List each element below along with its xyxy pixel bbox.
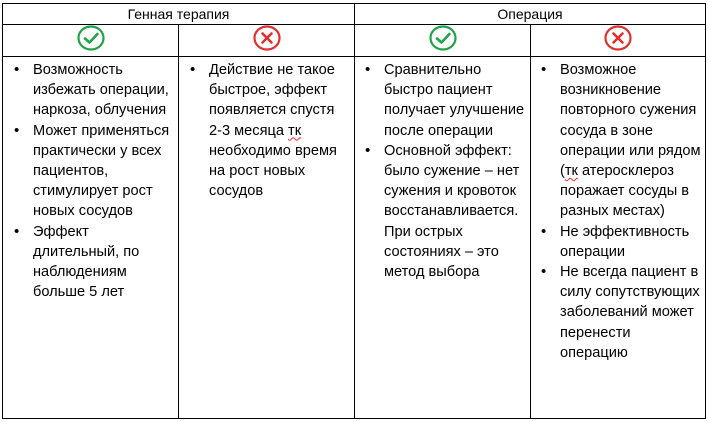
op-cons-icon-cell bbox=[531, 25, 706, 57]
text-segment: необходимо время на рост новых сосудов bbox=[209, 142, 337, 200]
list-item: • Возможность избежать операции, наркоза, облучения bbox=[33, 60, 174, 121]
gene-pros-cell bbox=[3, 57, 179, 419]
op-pros-icon-cell bbox=[355, 25, 531, 57]
op-pros-list bbox=[355, 60, 530, 282]
header-gene-therapy: Генная терапия bbox=[3, 4, 355, 25]
list-item: • Может применяться практически у всех пациентов, стимулирует рост новых сосудов bbox=[33, 121, 174, 222]
list-item: • Сравнительно быстро пациент получает улучшение после операции bbox=[384, 60, 526, 141]
text-segment: Возможное возникновение повторного сужения сосуда в зоне операции или рядом ( bbox=[560, 62, 701, 180]
op-cons-cell bbox=[531, 57, 706, 419]
text-segment: атеросклероз поражает сосуды в разных местах) bbox=[560, 163, 689, 220]
op-pros-cell bbox=[355, 57, 531, 419]
list-item: • Не эффективность операции bbox=[560, 222, 701, 262]
gene-pros-icon-cell bbox=[3, 25, 179, 57]
misspelled-word: тк bbox=[288, 122, 302, 139]
list-item: • Основной эффект: было сужение – нет сужения и кровоток восстанавливается. При острых состояниях – это метод выбора bbox=[384, 141, 526, 282]
comparison-table bbox=[2, 3, 706, 419]
cross-circle-icon bbox=[604, 25, 632, 51]
cross-circle-icon bbox=[253, 25, 281, 51]
list-item bbox=[560, 60, 701, 222]
header-operation: Операция bbox=[355, 4, 706, 25]
gene-cons-cell bbox=[179, 57, 355, 419]
text-segment: Действие не такое быстрое, эффект появляется спустя 2-3 месяца bbox=[209, 62, 335, 139]
check-circle-icon bbox=[429, 25, 457, 51]
list-item: • Не всегда пациент в силу сопутствующих заболеваний может перенести операцию bbox=[560, 262, 701, 363]
misspelled-word: тк bbox=[564, 163, 578, 180]
gene-cons-icon-cell bbox=[179, 25, 355, 57]
list-item: • Эффект длительный, по наблюдениям больше 5 лет bbox=[33, 222, 174, 303]
check-circle-icon bbox=[77, 25, 105, 51]
list-item bbox=[209, 60, 340, 201]
op-cons-list bbox=[531, 60, 705, 363]
gene-pros-list bbox=[3, 60, 178, 302]
gene-cons-list bbox=[179, 60, 354, 201]
